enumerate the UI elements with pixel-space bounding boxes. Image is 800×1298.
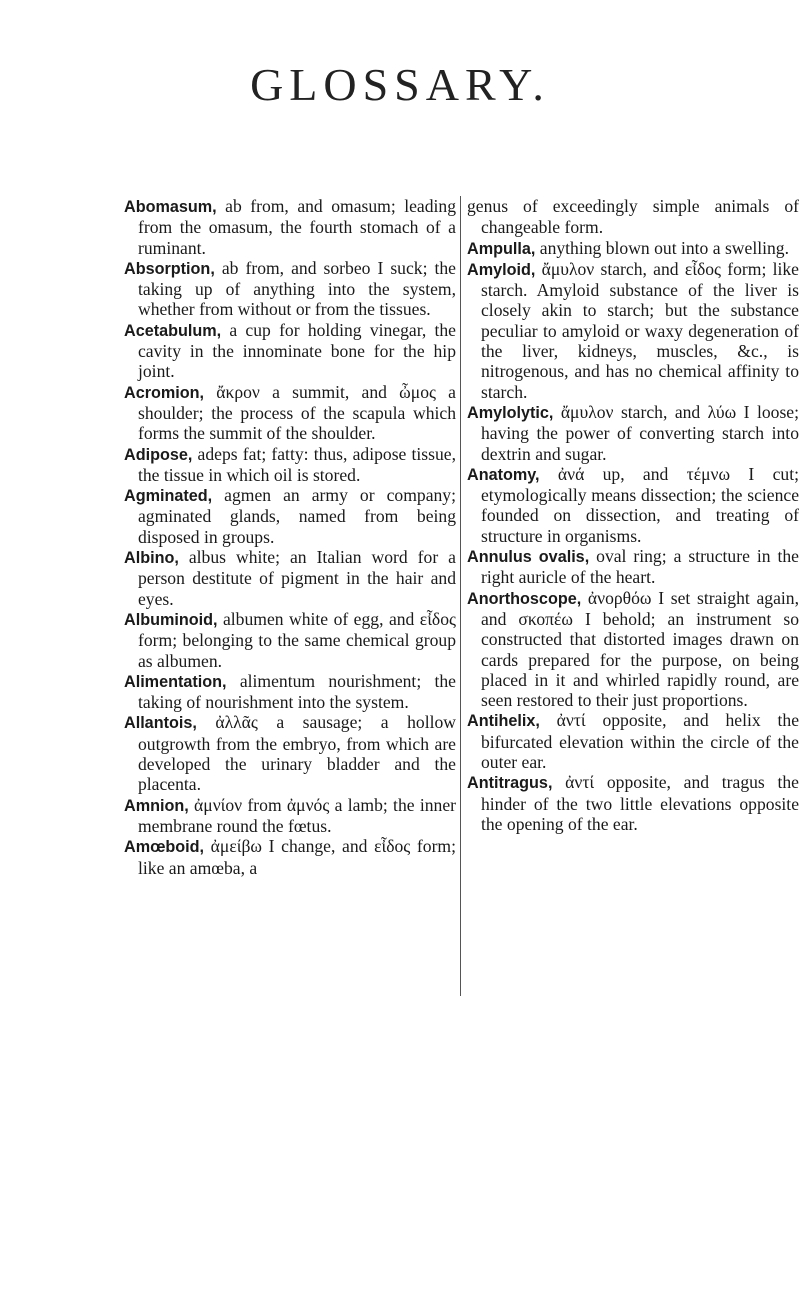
entry-term: Albuminoid, (124, 610, 218, 629)
glossary-entry (124, 320, 456, 382)
glossary-column-right (467, 196, 799, 834)
glossary-entry (124, 712, 456, 794)
glossary-entry (124, 382, 456, 444)
entry-definition: albus white; an Italian word for a person destitute of pigment in the hair and eyes. (138, 547, 456, 609)
glossary-entry (467, 259, 799, 402)
entry-definition: alimentum nourishment; the taking of nourishment into the system. (138, 670, 456, 713)
glossary-entry (124, 609, 456, 671)
entry-definition: ἀλλᾶς a sausage; a hollow outgrowth from the embryo, from which are developed the urinary bladder and the placenta. (138, 712, 456, 795)
page-title: GLOSSARY. (250, 59, 550, 110)
entry-term: Abomasum, (124, 198, 217, 216)
entry-definition: ἀνορθόω I set straight again, and σκοπέω I behold; an instrument so constructed that distorted images drawn on cards prepared for the purpose, on being placed in it and whirled rapidly round, are seen restored to their just proportions. (481, 587, 799, 711)
entry-term: Antitragus, (467, 774, 553, 793)
entry-term: Amyloid, (467, 260, 536, 279)
entry-term: Amnion, (124, 796, 189, 815)
glossary-entry (467, 710, 799, 772)
entry-definition: agmen an army or company; agminated glands, named from being disposed in groups. (138, 485, 456, 547)
glossary-entry (124, 671, 456, 713)
entry-definition: genus of exceedingly simple animals of changeable form. (467, 196, 799, 238)
entry-definition: adeps fat; fatty: thus, adipose tissue, the tissue in which oil is stored. (138, 443, 456, 485)
glossary-entry-continued (467, 196, 799, 238)
entry-term: Acromion, (124, 383, 205, 402)
entry-definition: ἀμείβω I change, and εἶδος form; like an amœba, a (138, 836, 456, 878)
entry-definition: ab from, and sorbeo I suck; the taking up of anything into the system, whether from without or from the tissues. (138, 257, 456, 320)
entry-term: Albino, (124, 549, 179, 568)
glossary-entry (124, 444, 456, 486)
glossary-entry (124, 485, 456, 547)
glossary-entry (467, 238, 799, 259)
entry-definition: ἀνά up, and τέμνω I cut; etymologically means dissection; the science founded on dissection, and treating of structure in organisms. (481, 463, 799, 546)
entry-definition: albumen white of egg, and εἶδος form; belonging to the same chemical group as albumen. (138, 608, 456, 671)
entry-term: Amylolytic, (467, 403, 554, 422)
entry-definition: oval ring; a structure in the right auricle of the heart. (481, 546, 799, 588)
glossary-column-left (124, 196, 456, 878)
glossary-entry (467, 402, 799, 464)
entry-definition: ἄκρον a summit, and ὦμος a shoulder; the process of the scapula which forms the summit of the shoulder. (138, 381, 456, 444)
glossary-entry (467, 464, 799, 546)
entry-term: Antihelix, (467, 712, 540, 731)
entry-term: Allantois, (124, 714, 197, 733)
entry-term: Anatomy, (467, 465, 540, 484)
glossary-entry (467, 588, 799, 711)
entry-term: Annulus ovalis, (467, 548, 590, 567)
glossary-entry (124, 547, 456, 609)
glossary-entry (467, 772, 799, 834)
entry-term: Anorthoscope, (467, 589, 582, 608)
entry-definition: ἀντί opposite, and tragus the hinder of the two little elevations opposite the opening of the ear. (481, 772, 799, 834)
glossary-entry (124, 196, 456, 258)
glossary-entry (124, 258, 456, 320)
entry-term: Adipose, (124, 445, 193, 464)
entry-term: Amœboid, (124, 838, 205, 857)
entry-definition: a cup for holding vinegar, the cavity in the innominate bone for the hip joint. (138, 319, 456, 382)
entry-definition: anything blown out into a swelling. (535, 237, 789, 258)
entry-term: Absorption, (124, 259, 215, 278)
entry-definition: ἄμυλον starch, and εἶδος form; like starch. Amyloid substance of the liver is closely akin to starch; but the substance peculiar to amyloid or waxy degeneration of the liver, kidneys, muscles, &c., is nitrogenous, and has no chemical affinity to starch. (481, 258, 799, 402)
entry-definition: ἀντί opposite, and helix the bifurcated elevation within the circle of the outer ear. (481, 710, 799, 773)
glossary-entry (467, 546, 799, 588)
entry-term: Alimentation, (124, 672, 227, 691)
entry-term: Acetabulum, (124, 321, 222, 340)
entry-definition: ἀμνίον from ἀμνός a lamb; the inner membrane round the fœtus. (138, 794, 456, 836)
column-divider (460, 196, 461, 996)
entry-term: Ampulla, (467, 239, 536, 258)
glossary-entry (124, 836, 456, 878)
glossary-entry (124, 795, 456, 837)
entry-definition: ab from, and omasum; leading from the omasum, the fourth stomach of a ruminant. (138, 196, 456, 258)
entry-definition: ἄμυλον starch, and λύω I loose; having the power of converting starch into dextrin and sugar. (481, 401, 799, 464)
entry-term: Agminated, (124, 487, 213, 506)
